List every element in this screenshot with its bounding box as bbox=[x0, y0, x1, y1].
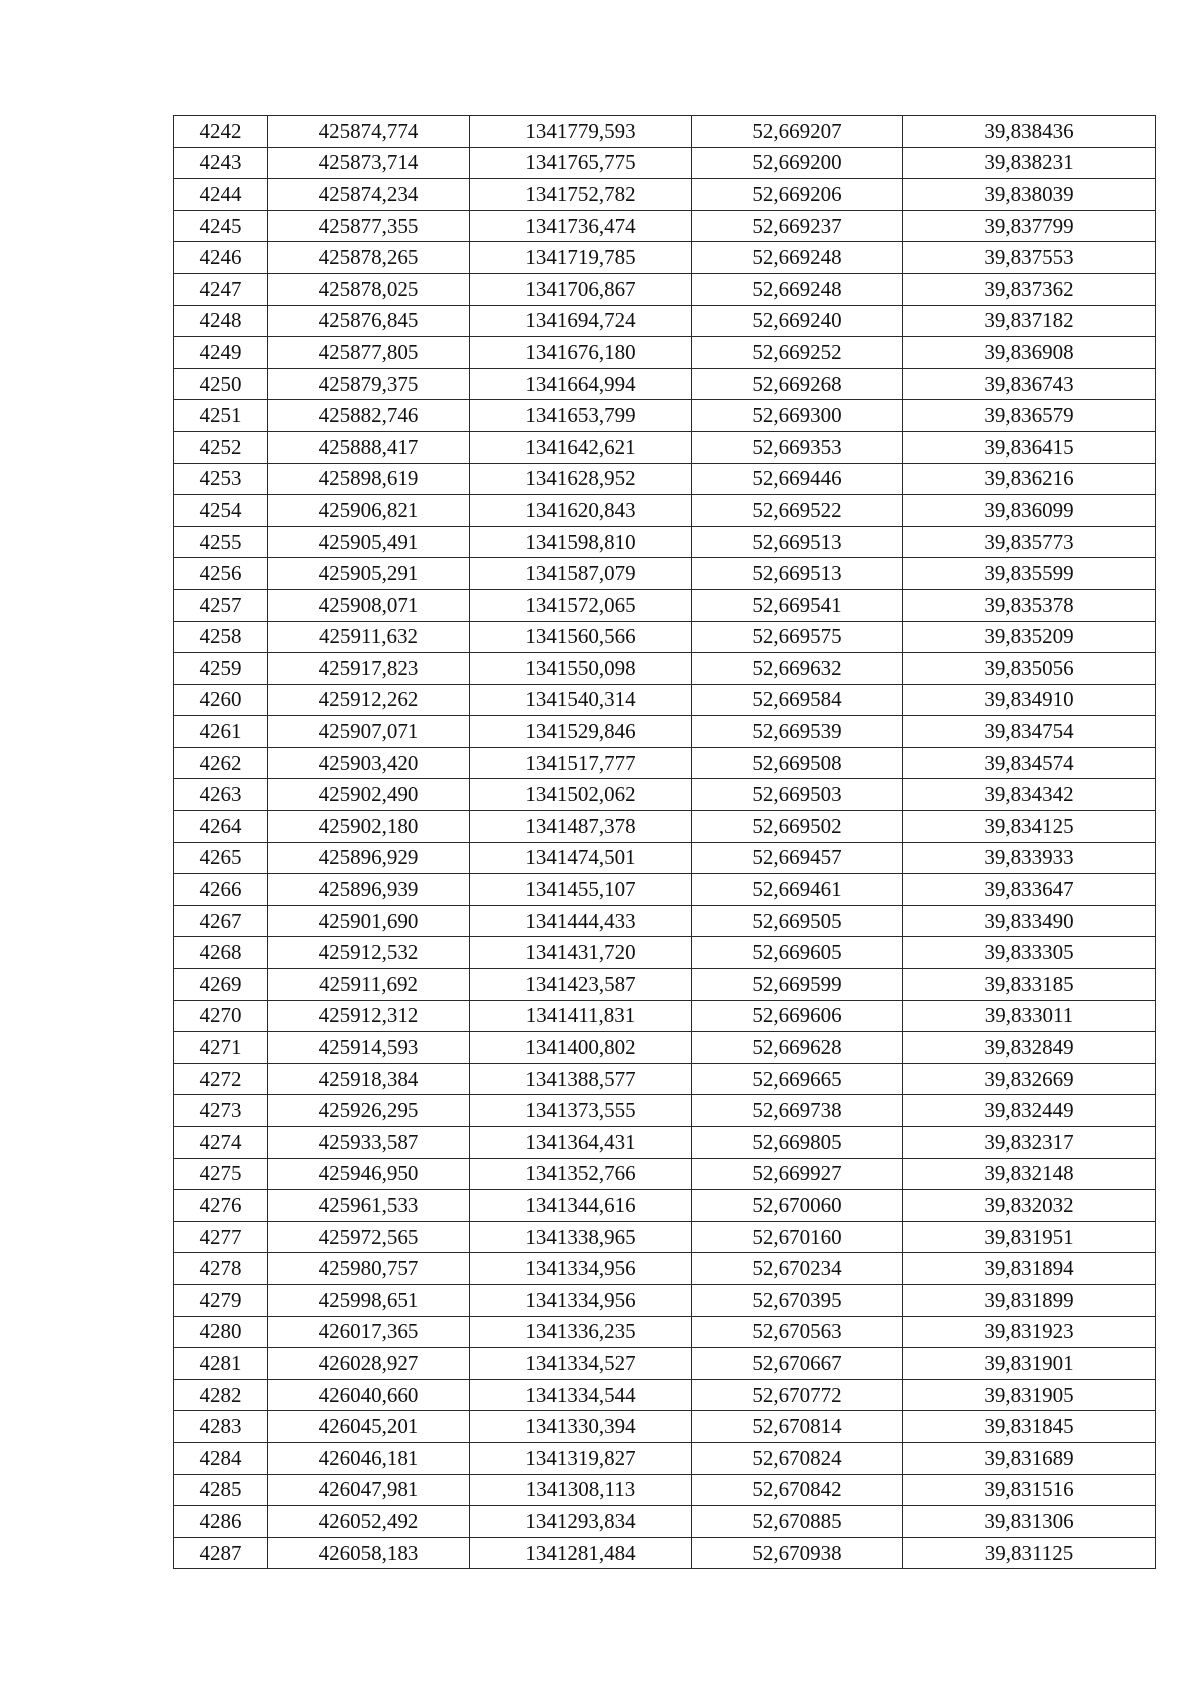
table-row bbox=[174, 1221, 1156, 1253]
y-coordinate-cell: 1341765,775 bbox=[470, 147, 692, 179]
table-row bbox=[174, 1474, 1156, 1506]
x-coordinate-cell: 425980,757 bbox=[268, 1253, 470, 1285]
latitude-cell: 52,670772 bbox=[692, 1379, 903, 1411]
x-coordinate-cell: 425874,234 bbox=[268, 179, 470, 211]
y-coordinate-cell: 1341694,724 bbox=[470, 305, 692, 337]
latitude-cell: 52,669522 bbox=[692, 495, 903, 527]
point-number-cell: 4267 bbox=[174, 905, 268, 937]
table-row bbox=[174, 842, 1156, 874]
table-row bbox=[174, 273, 1156, 305]
point-number-cell: 4245 bbox=[174, 210, 268, 242]
longitude-cell: 39,834574 bbox=[903, 747, 1156, 779]
longitude-cell: 39,833305 bbox=[903, 937, 1156, 969]
longitude-cell: 39,837362 bbox=[903, 273, 1156, 305]
longitude-cell: 39,832669 bbox=[903, 1063, 1156, 1095]
x-coordinate-cell: 425876,845 bbox=[268, 305, 470, 337]
point-number-cell: 4246 bbox=[174, 242, 268, 274]
y-coordinate-cell: 1341502,062 bbox=[470, 779, 692, 811]
y-coordinate-cell: 1341653,799 bbox=[470, 400, 692, 432]
longitude-cell: 39,835599 bbox=[903, 558, 1156, 590]
y-coordinate-cell: 1341364,431 bbox=[470, 1127, 692, 1159]
point-number-cell: 4285 bbox=[174, 1474, 268, 1506]
latitude-cell: 52,670060 bbox=[692, 1190, 903, 1222]
latitude-cell: 52,669606 bbox=[692, 1000, 903, 1032]
y-coordinate-cell: 1341330,394 bbox=[470, 1411, 692, 1443]
y-coordinate-cell: 1341706,867 bbox=[470, 273, 692, 305]
point-number-cell: 4255 bbox=[174, 526, 268, 558]
x-coordinate-cell: 425898,619 bbox=[268, 463, 470, 495]
latitude-cell: 52,670824 bbox=[692, 1442, 903, 1474]
y-coordinate-cell: 1341388,577 bbox=[470, 1063, 692, 1095]
point-number-cell: 4287 bbox=[174, 1537, 268, 1569]
point-number-cell: 4256 bbox=[174, 558, 268, 590]
latitude-cell: 52,669300 bbox=[692, 400, 903, 432]
table-row bbox=[174, 431, 1156, 463]
table-row bbox=[174, 621, 1156, 653]
longitude-cell: 39,831923 bbox=[903, 1316, 1156, 1348]
point-number-cell: 4281 bbox=[174, 1348, 268, 1380]
table-row bbox=[174, 684, 1156, 716]
y-coordinate-cell: 1341373,555 bbox=[470, 1095, 692, 1127]
y-coordinate-cell: 1341736,474 bbox=[470, 210, 692, 242]
latitude-cell: 52,669461 bbox=[692, 874, 903, 906]
longitude-cell: 39,837553 bbox=[903, 242, 1156, 274]
table-row bbox=[174, 1000, 1156, 1032]
longitude-cell: 39,831689 bbox=[903, 1442, 1156, 1474]
y-coordinate-cell: 1341444,433 bbox=[470, 905, 692, 937]
longitude-cell: 39,831901 bbox=[903, 1348, 1156, 1380]
point-number-cell: 4280 bbox=[174, 1316, 268, 1348]
y-coordinate-cell: 1341344,616 bbox=[470, 1190, 692, 1222]
table-row bbox=[174, 874, 1156, 906]
x-coordinate-cell: 425896,939 bbox=[268, 874, 470, 906]
y-coordinate-cell: 1341664,994 bbox=[470, 368, 692, 400]
longitude-cell: 39,833185 bbox=[903, 969, 1156, 1001]
x-coordinate-cell: 426046,181 bbox=[268, 1442, 470, 1474]
x-coordinate-cell: 425907,071 bbox=[268, 716, 470, 748]
y-coordinate-cell: 1341620,843 bbox=[470, 495, 692, 527]
longitude-cell: 39,831905 bbox=[903, 1379, 1156, 1411]
table-row bbox=[174, 1127, 1156, 1159]
x-coordinate-cell: 425905,491 bbox=[268, 526, 470, 558]
table-row bbox=[174, 1537, 1156, 1569]
y-coordinate-cell: 1341560,566 bbox=[470, 621, 692, 653]
longitude-cell: 39,832449 bbox=[903, 1095, 1156, 1127]
x-coordinate-cell: 425878,265 bbox=[268, 242, 470, 274]
x-coordinate-cell: 425933,587 bbox=[268, 1127, 470, 1159]
point-number-cell: 4278 bbox=[174, 1253, 268, 1285]
latitude-cell: 52,669508 bbox=[692, 747, 903, 779]
x-coordinate-cell: 425912,312 bbox=[268, 1000, 470, 1032]
x-coordinate-cell: 425902,180 bbox=[268, 811, 470, 843]
coordinates-table bbox=[173, 115, 1156, 1569]
longitude-cell: 39,838436 bbox=[903, 116, 1156, 148]
x-coordinate-cell: 426045,201 bbox=[268, 1411, 470, 1443]
point-number-cell: 4258 bbox=[174, 621, 268, 653]
table-row bbox=[174, 1348, 1156, 1380]
y-coordinate-cell: 1341334,527 bbox=[470, 1348, 692, 1380]
point-number-cell: 4244 bbox=[174, 179, 268, 211]
x-coordinate-cell: 425911,692 bbox=[268, 969, 470, 1001]
table-row bbox=[174, 210, 1156, 242]
y-coordinate-cell: 1341334,956 bbox=[470, 1284, 692, 1316]
table-row bbox=[174, 905, 1156, 937]
y-coordinate-cell: 1341423,587 bbox=[470, 969, 692, 1001]
y-coordinate-cell: 1341642,621 bbox=[470, 431, 692, 463]
y-coordinate-cell: 1341338,965 bbox=[470, 1221, 692, 1253]
y-coordinate-cell: 1341281,484 bbox=[470, 1537, 692, 1569]
point-number-cell: 4270 bbox=[174, 1000, 268, 1032]
y-coordinate-cell: 1341719,785 bbox=[470, 242, 692, 274]
longitude-cell: 39,836908 bbox=[903, 337, 1156, 369]
point-number-cell: 4242 bbox=[174, 116, 268, 148]
longitude-cell: 39,834910 bbox=[903, 684, 1156, 716]
x-coordinate-cell: 425946,950 bbox=[268, 1158, 470, 1190]
table-row bbox=[174, 526, 1156, 558]
x-coordinate-cell: 426047,981 bbox=[268, 1474, 470, 1506]
longitude-cell: 39,831306 bbox=[903, 1506, 1156, 1538]
x-coordinate-cell: 426058,183 bbox=[268, 1537, 470, 1569]
x-coordinate-cell: 425903,420 bbox=[268, 747, 470, 779]
point-number-cell: 4259 bbox=[174, 653, 268, 685]
y-coordinate-cell: 1341572,065 bbox=[470, 589, 692, 621]
x-coordinate-cell: 426040,660 bbox=[268, 1379, 470, 1411]
table-row bbox=[174, 1411, 1156, 1443]
longitude-cell: 39,833011 bbox=[903, 1000, 1156, 1032]
point-number-cell: 4260 bbox=[174, 684, 268, 716]
table-row bbox=[174, 242, 1156, 274]
point-number-cell: 4284 bbox=[174, 1442, 268, 1474]
point-number-cell: 4263 bbox=[174, 779, 268, 811]
x-coordinate-cell: 425972,565 bbox=[268, 1221, 470, 1253]
y-coordinate-cell: 1341352,766 bbox=[470, 1158, 692, 1190]
x-coordinate-cell: 425873,714 bbox=[268, 147, 470, 179]
table-row bbox=[174, 1158, 1156, 1190]
point-number-cell: 4283 bbox=[174, 1411, 268, 1443]
x-coordinate-cell: 425896,929 bbox=[268, 842, 470, 874]
longitude-cell: 39,836099 bbox=[903, 495, 1156, 527]
table-row bbox=[174, 147, 1156, 179]
point-number-cell: 4264 bbox=[174, 811, 268, 843]
longitude-cell: 39,831516 bbox=[903, 1474, 1156, 1506]
longitude-cell: 39,837182 bbox=[903, 305, 1156, 337]
y-coordinate-cell: 1341455,107 bbox=[470, 874, 692, 906]
longitude-cell: 39,834342 bbox=[903, 779, 1156, 811]
latitude-cell: 52,669237 bbox=[692, 210, 903, 242]
x-coordinate-cell: 425879,375 bbox=[268, 368, 470, 400]
table-row bbox=[174, 337, 1156, 369]
latitude-cell: 52,670885 bbox=[692, 1506, 903, 1538]
longitude-cell: 39,832032 bbox=[903, 1190, 1156, 1222]
coordinates-table-body bbox=[174, 116, 1156, 1569]
point-number-cell: 4248 bbox=[174, 305, 268, 337]
table-row bbox=[174, 779, 1156, 811]
x-coordinate-cell: 425914,593 bbox=[268, 1032, 470, 1064]
latitude-cell: 52,669584 bbox=[692, 684, 903, 716]
point-number-cell: 4286 bbox=[174, 1506, 268, 1538]
latitude-cell: 52,670160 bbox=[692, 1221, 903, 1253]
y-coordinate-cell: 1341550,098 bbox=[470, 653, 692, 685]
longitude-cell: 39,835378 bbox=[903, 589, 1156, 621]
x-coordinate-cell: 425877,805 bbox=[268, 337, 470, 369]
latitude-cell: 52,670938 bbox=[692, 1537, 903, 1569]
longitude-cell: 39,836579 bbox=[903, 400, 1156, 432]
x-coordinate-cell: 425882,746 bbox=[268, 400, 470, 432]
table-row bbox=[174, 1032, 1156, 1064]
latitude-cell: 52,669446 bbox=[692, 463, 903, 495]
y-coordinate-cell: 1341411,831 bbox=[470, 1000, 692, 1032]
table-row bbox=[174, 1284, 1156, 1316]
y-coordinate-cell: 1341752,782 bbox=[470, 179, 692, 211]
latitude-cell: 52,669927 bbox=[692, 1158, 903, 1190]
x-coordinate-cell: 425878,025 bbox=[268, 273, 470, 305]
point-number-cell: 4271 bbox=[174, 1032, 268, 1064]
table-row bbox=[174, 305, 1156, 337]
point-number-cell: 4254 bbox=[174, 495, 268, 527]
y-coordinate-cell: 1341587,079 bbox=[470, 558, 692, 590]
table-row bbox=[174, 368, 1156, 400]
longitude-cell: 39,838231 bbox=[903, 147, 1156, 179]
point-number-cell: 4257 bbox=[174, 589, 268, 621]
point-number-cell: 4249 bbox=[174, 337, 268, 369]
longitude-cell: 39,834125 bbox=[903, 811, 1156, 843]
y-coordinate-cell: 1341676,180 bbox=[470, 337, 692, 369]
x-coordinate-cell: 425917,823 bbox=[268, 653, 470, 685]
y-coordinate-cell: 1341293,834 bbox=[470, 1506, 692, 1538]
longitude-cell: 39,835056 bbox=[903, 653, 1156, 685]
latitude-cell: 52,669541 bbox=[692, 589, 903, 621]
x-coordinate-cell: 425961,533 bbox=[268, 1190, 470, 1222]
point-number-cell: 4277 bbox=[174, 1221, 268, 1253]
table-row bbox=[174, 653, 1156, 685]
latitude-cell: 52,669505 bbox=[692, 905, 903, 937]
x-coordinate-cell: 425998,651 bbox=[268, 1284, 470, 1316]
x-coordinate-cell: 425906,821 bbox=[268, 495, 470, 527]
latitude-cell: 52,669513 bbox=[692, 558, 903, 590]
latitude-cell: 52,669665 bbox=[692, 1063, 903, 1095]
y-coordinate-cell: 1341598,810 bbox=[470, 526, 692, 558]
point-number-cell: 4250 bbox=[174, 368, 268, 400]
y-coordinate-cell: 1341334,956 bbox=[470, 1253, 692, 1285]
longitude-cell: 39,835209 bbox=[903, 621, 1156, 653]
point-number-cell: 4269 bbox=[174, 969, 268, 1001]
y-coordinate-cell: 1341529,846 bbox=[470, 716, 692, 748]
latitude-cell: 52,669206 bbox=[692, 179, 903, 211]
latitude-cell: 52,669353 bbox=[692, 431, 903, 463]
x-coordinate-cell: 425905,291 bbox=[268, 558, 470, 590]
longitude-cell: 39,832849 bbox=[903, 1032, 1156, 1064]
x-coordinate-cell: 425901,690 bbox=[268, 905, 470, 937]
latitude-cell: 52,669457 bbox=[692, 842, 903, 874]
table-row bbox=[174, 179, 1156, 211]
point-number-cell: 4266 bbox=[174, 874, 268, 906]
longitude-cell: 39,831125 bbox=[903, 1537, 1156, 1569]
longitude-cell: 39,831951 bbox=[903, 1221, 1156, 1253]
y-coordinate-cell: 1341334,544 bbox=[470, 1379, 692, 1411]
table-row bbox=[174, 495, 1156, 527]
y-coordinate-cell: 1341336,235 bbox=[470, 1316, 692, 1348]
latitude-cell: 52,669268 bbox=[692, 368, 903, 400]
y-coordinate-cell: 1341474,501 bbox=[470, 842, 692, 874]
y-coordinate-cell: 1341431,720 bbox=[470, 937, 692, 969]
longitude-cell: 39,837799 bbox=[903, 210, 1156, 242]
point-number-cell: 4243 bbox=[174, 147, 268, 179]
latitude-cell: 52,669805 bbox=[692, 1127, 903, 1159]
point-number-cell: 4268 bbox=[174, 937, 268, 969]
x-coordinate-cell: 425874,774 bbox=[268, 116, 470, 148]
latitude-cell: 52,669738 bbox=[692, 1095, 903, 1127]
longitude-cell: 39,831845 bbox=[903, 1411, 1156, 1443]
x-coordinate-cell: 426028,927 bbox=[268, 1348, 470, 1380]
y-coordinate-cell: 1341517,777 bbox=[470, 747, 692, 779]
y-coordinate-cell: 1341540,314 bbox=[470, 684, 692, 716]
table-row bbox=[174, 463, 1156, 495]
table-row bbox=[174, 811, 1156, 843]
longitude-cell: 39,833490 bbox=[903, 905, 1156, 937]
point-number-cell: 4251 bbox=[174, 400, 268, 432]
longitude-cell: 39,832317 bbox=[903, 1127, 1156, 1159]
point-number-cell: 4262 bbox=[174, 747, 268, 779]
table-row bbox=[174, 747, 1156, 779]
longitude-cell: 39,838039 bbox=[903, 179, 1156, 211]
latitude-cell: 52,669539 bbox=[692, 716, 903, 748]
x-coordinate-cell: 425877,355 bbox=[268, 210, 470, 242]
point-number-cell: 4261 bbox=[174, 716, 268, 748]
x-coordinate-cell: 425888,417 bbox=[268, 431, 470, 463]
longitude-cell: 39,832148 bbox=[903, 1158, 1156, 1190]
point-number-cell: 4279 bbox=[174, 1284, 268, 1316]
point-number-cell: 4276 bbox=[174, 1190, 268, 1222]
x-coordinate-cell: 425902,490 bbox=[268, 779, 470, 811]
latitude-cell: 52,669248 bbox=[692, 273, 903, 305]
table-row bbox=[174, 1316, 1156, 1348]
x-coordinate-cell: 426052,492 bbox=[268, 1506, 470, 1538]
latitude-cell: 52,669632 bbox=[692, 653, 903, 685]
latitude-cell: 52,669605 bbox=[692, 937, 903, 969]
point-number-cell: 4275 bbox=[174, 1158, 268, 1190]
longitude-cell: 39,836216 bbox=[903, 463, 1156, 495]
latitude-cell: 52,669240 bbox=[692, 305, 903, 337]
latitude-cell: 52,669502 bbox=[692, 811, 903, 843]
latitude-cell: 52,670842 bbox=[692, 1474, 903, 1506]
y-coordinate-cell: 1341319,827 bbox=[470, 1442, 692, 1474]
x-coordinate-cell: 425926,295 bbox=[268, 1095, 470, 1127]
latitude-cell: 52,669513 bbox=[692, 526, 903, 558]
table-row bbox=[174, 1095, 1156, 1127]
latitude-cell: 52,670563 bbox=[692, 1316, 903, 1348]
point-number-cell: 4273 bbox=[174, 1095, 268, 1127]
table-row bbox=[174, 400, 1156, 432]
table-row bbox=[174, 1506, 1156, 1538]
latitude-cell: 52,670234 bbox=[692, 1253, 903, 1285]
latitude-cell: 52,670667 bbox=[692, 1348, 903, 1380]
y-coordinate-cell: 1341308,113 bbox=[470, 1474, 692, 1506]
table-row bbox=[174, 1442, 1156, 1474]
point-number-cell: 4272 bbox=[174, 1063, 268, 1095]
point-number-cell: 4247 bbox=[174, 273, 268, 305]
latitude-cell: 52,669252 bbox=[692, 337, 903, 369]
table-row bbox=[174, 1190, 1156, 1222]
table-row bbox=[174, 589, 1156, 621]
latitude-cell: 52,669503 bbox=[692, 779, 903, 811]
x-coordinate-cell: 425908,071 bbox=[268, 589, 470, 621]
latitude-cell: 52,669200 bbox=[692, 147, 903, 179]
latitude-cell: 52,670814 bbox=[692, 1411, 903, 1443]
x-coordinate-cell: 425918,384 bbox=[268, 1063, 470, 1095]
table-row bbox=[174, 716, 1156, 748]
table-row bbox=[174, 1379, 1156, 1411]
latitude-cell: 52,669599 bbox=[692, 969, 903, 1001]
table-row bbox=[174, 937, 1156, 969]
longitude-cell: 39,836415 bbox=[903, 431, 1156, 463]
point-number-cell: 4265 bbox=[174, 842, 268, 874]
x-coordinate-cell: 425911,632 bbox=[268, 621, 470, 653]
longitude-cell: 39,833933 bbox=[903, 842, 1156, 874]
x-coordinate-cell: 426017,365 bbox=[268, 1316, 470, 1348]
point-number-cell: 4253 bbox=[174, 463, 268, 495]
latitude-cell: 52,669248 bbox=[692, 242, 903, 274]
table-row bbox=[174, 1253, 1156, 1285]
latitude-cell: 52,669628 bbox=[692, 1032, 903, 1064]
latitude-cell: 52,669575 bbox=[692, 621, 903, 653]
point-number-cell: 4282 bbox=[174, 1379, 268, 1411]
latitude-cell: 52,670395 bbox=[692, 1284, 903, 1316]
longitude-cell: 39,834754 bbox=[903, 716, 1156, 748]
table-row bbox=[174, 969, 1156, 1001]
longitude-cell: 39,833647 bbox=[903, 874, 1156, 906]
latitude-cell: 52,669207 bbox=[692, 116, 903, 148]
point-number-cell: 4274 bbox=[174, 1127, 268, 1159]
y-coordinate-cell: 1341628,952 bbox=[470, 463, 692, 495]
longitude-cell: 39,835773 bbox=[903, 526, 1156, 558]
point-number-cell: 4252 bbox=[174, 431, 268, 463]
longitude-cell: 39,831899 bbox=[903, 1284, 1156, 1316]
table-row bbox=[174, 116, 1156, 148]
y-coordinate-cell: 1341487,378 bbox=[470, 811, 692, 843]
longitude-cell: 39,831894 bbox=[903, 1253, 1156, 1285]
x-coordinate-cell: 425912,532 bbox=[268, 937, 470, 969]
table-row bbox=[174, 1063, 1156, 1095]
table-row bbox=[174, 558, 1156, 590]
y-coordinate-cell: 1341779,593 bbox=[470, 116, 692, 148]
x-coordinate-cell: 425912,262 bbox=[268, 684, 470, 716]
longitude-cell: 39,836743 bbox=[903, 368, 1156, 400]
y-coordinate-cell: 1341400,802 bbox=[470, 1032, 692, 1064]
